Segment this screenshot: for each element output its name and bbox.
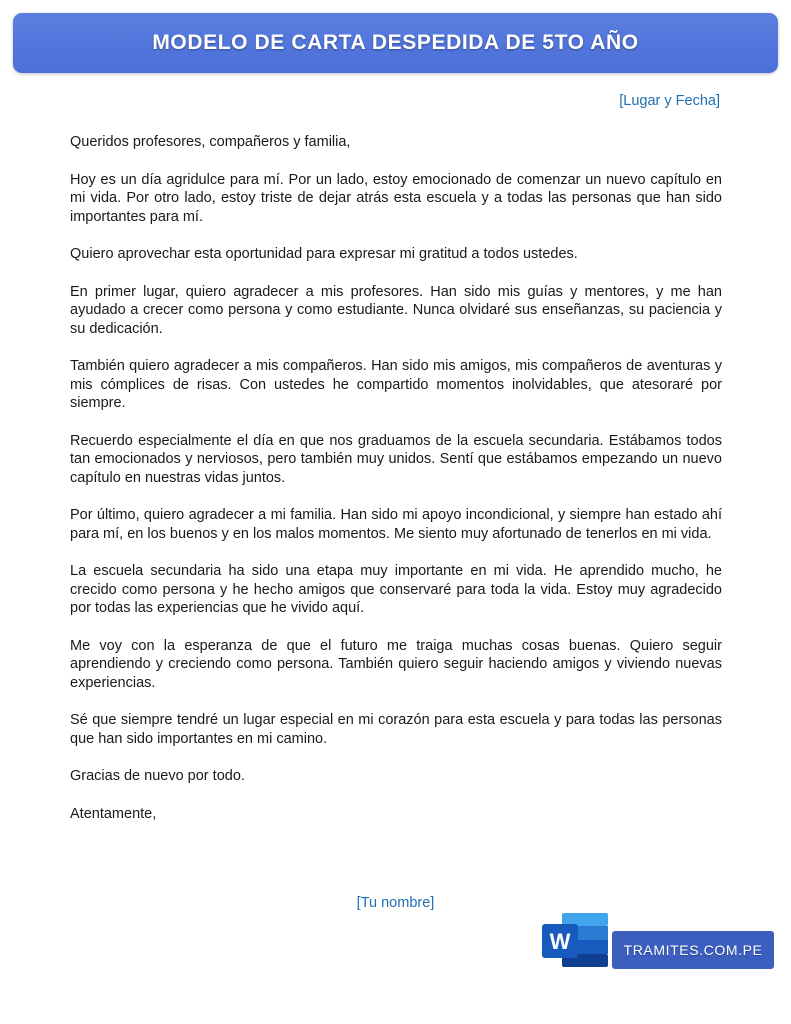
site-badge: TRAMITES.COM.PE [612,931,774,969]
paragraph: Sé que siempre tendré un lugar especial en mi corazón para esta escuela y para todas las personas que han sido importantes en mi camino. [70,712,722,747]
closing: Atentamente, [70,805,157,822]
letter-body [70,133,722,842]
paragraph: Recuerdo especialmente el día en que nos graduamos de la escuela secundaria. Estábamos todos tan emocionados y nerviosos, pero también muy unidos. Sentí que estábamos empezando un nuevo capítulo en nuestras vidas juntos. [70,432,722,486]
paragraph: Me voy con la esperanza de que el futuro me traiga muchas cosas buenas. Quiero seguir aprendiendo y creciendo como persona. También quiero seguir haciendo amigos y viviendo nuevas experiencias. [70,637,722,691]
paragraph: En primer lugar, quiero agradecer a mis profesores. Han sido mis guías y mentores, y me han ayudado a crecer como persona y como estudiante. Nunca olvidaré sus enseñanzas, su paciencia y su dedicación. [70,283,722,337]
word-letter: W [549,929,571,954]
date-placeholder: [Lugar y Fecha] [619,93,720,109]
title-banner [13,13,778,73]
paragraph: La escuela secundaria ha sido una etapa muy importante en mi vida. He aprendido mucho, he crecido como persona y he hecho amigos que conservaré para toda la vida. Estoy muy agradecido por todas las experiencias que he vivido aquí. [70,563,722,616]
microsoft-word-icon [540,911,610,969]
paragraph: Por último, quiero agradecer a mi familia. Han sido mi apoyo incondicional, y siempre han estado ahí para mí, en los buenos y en los malos momentos. Me siento muy afortunado de tenerlos en mi vida. [70,507,722,542]
closing-thanks: Gracias de nuevo por todo. [70,768,245,784]
document-title: MODELO DE CARTA DESPEDIDA DE 5TO AÑO [152,31,639,54]
paragraph: También quiero agradecer a mis compañeros. Han sido mis amigos, mis compañeros de aventuras y mis cómplices de risas. Con ustedes he compartido momentos inolvidables, que atesoraré por siempre. [70,358,722,411]
salutation: Queridos profesores, compañeros y familia, [70,134,351,150]
paragraph: Quiero aprovechar esta oportunidad para expresar mi gratitud a todos ustedes. [70,246,578,262]
signature-placeholder: [Tu nombre] [356,895,435,911]
paragraph: Hoy es un día agridulce para mí. Por un lado, estoy emocionado de comenzar un nuevo capítulo en mi vida. Por otro lado, estoy triste de dejar atrás esta escuela y a todas las personas que han sido importantes para mí. [70,171,722,225]
